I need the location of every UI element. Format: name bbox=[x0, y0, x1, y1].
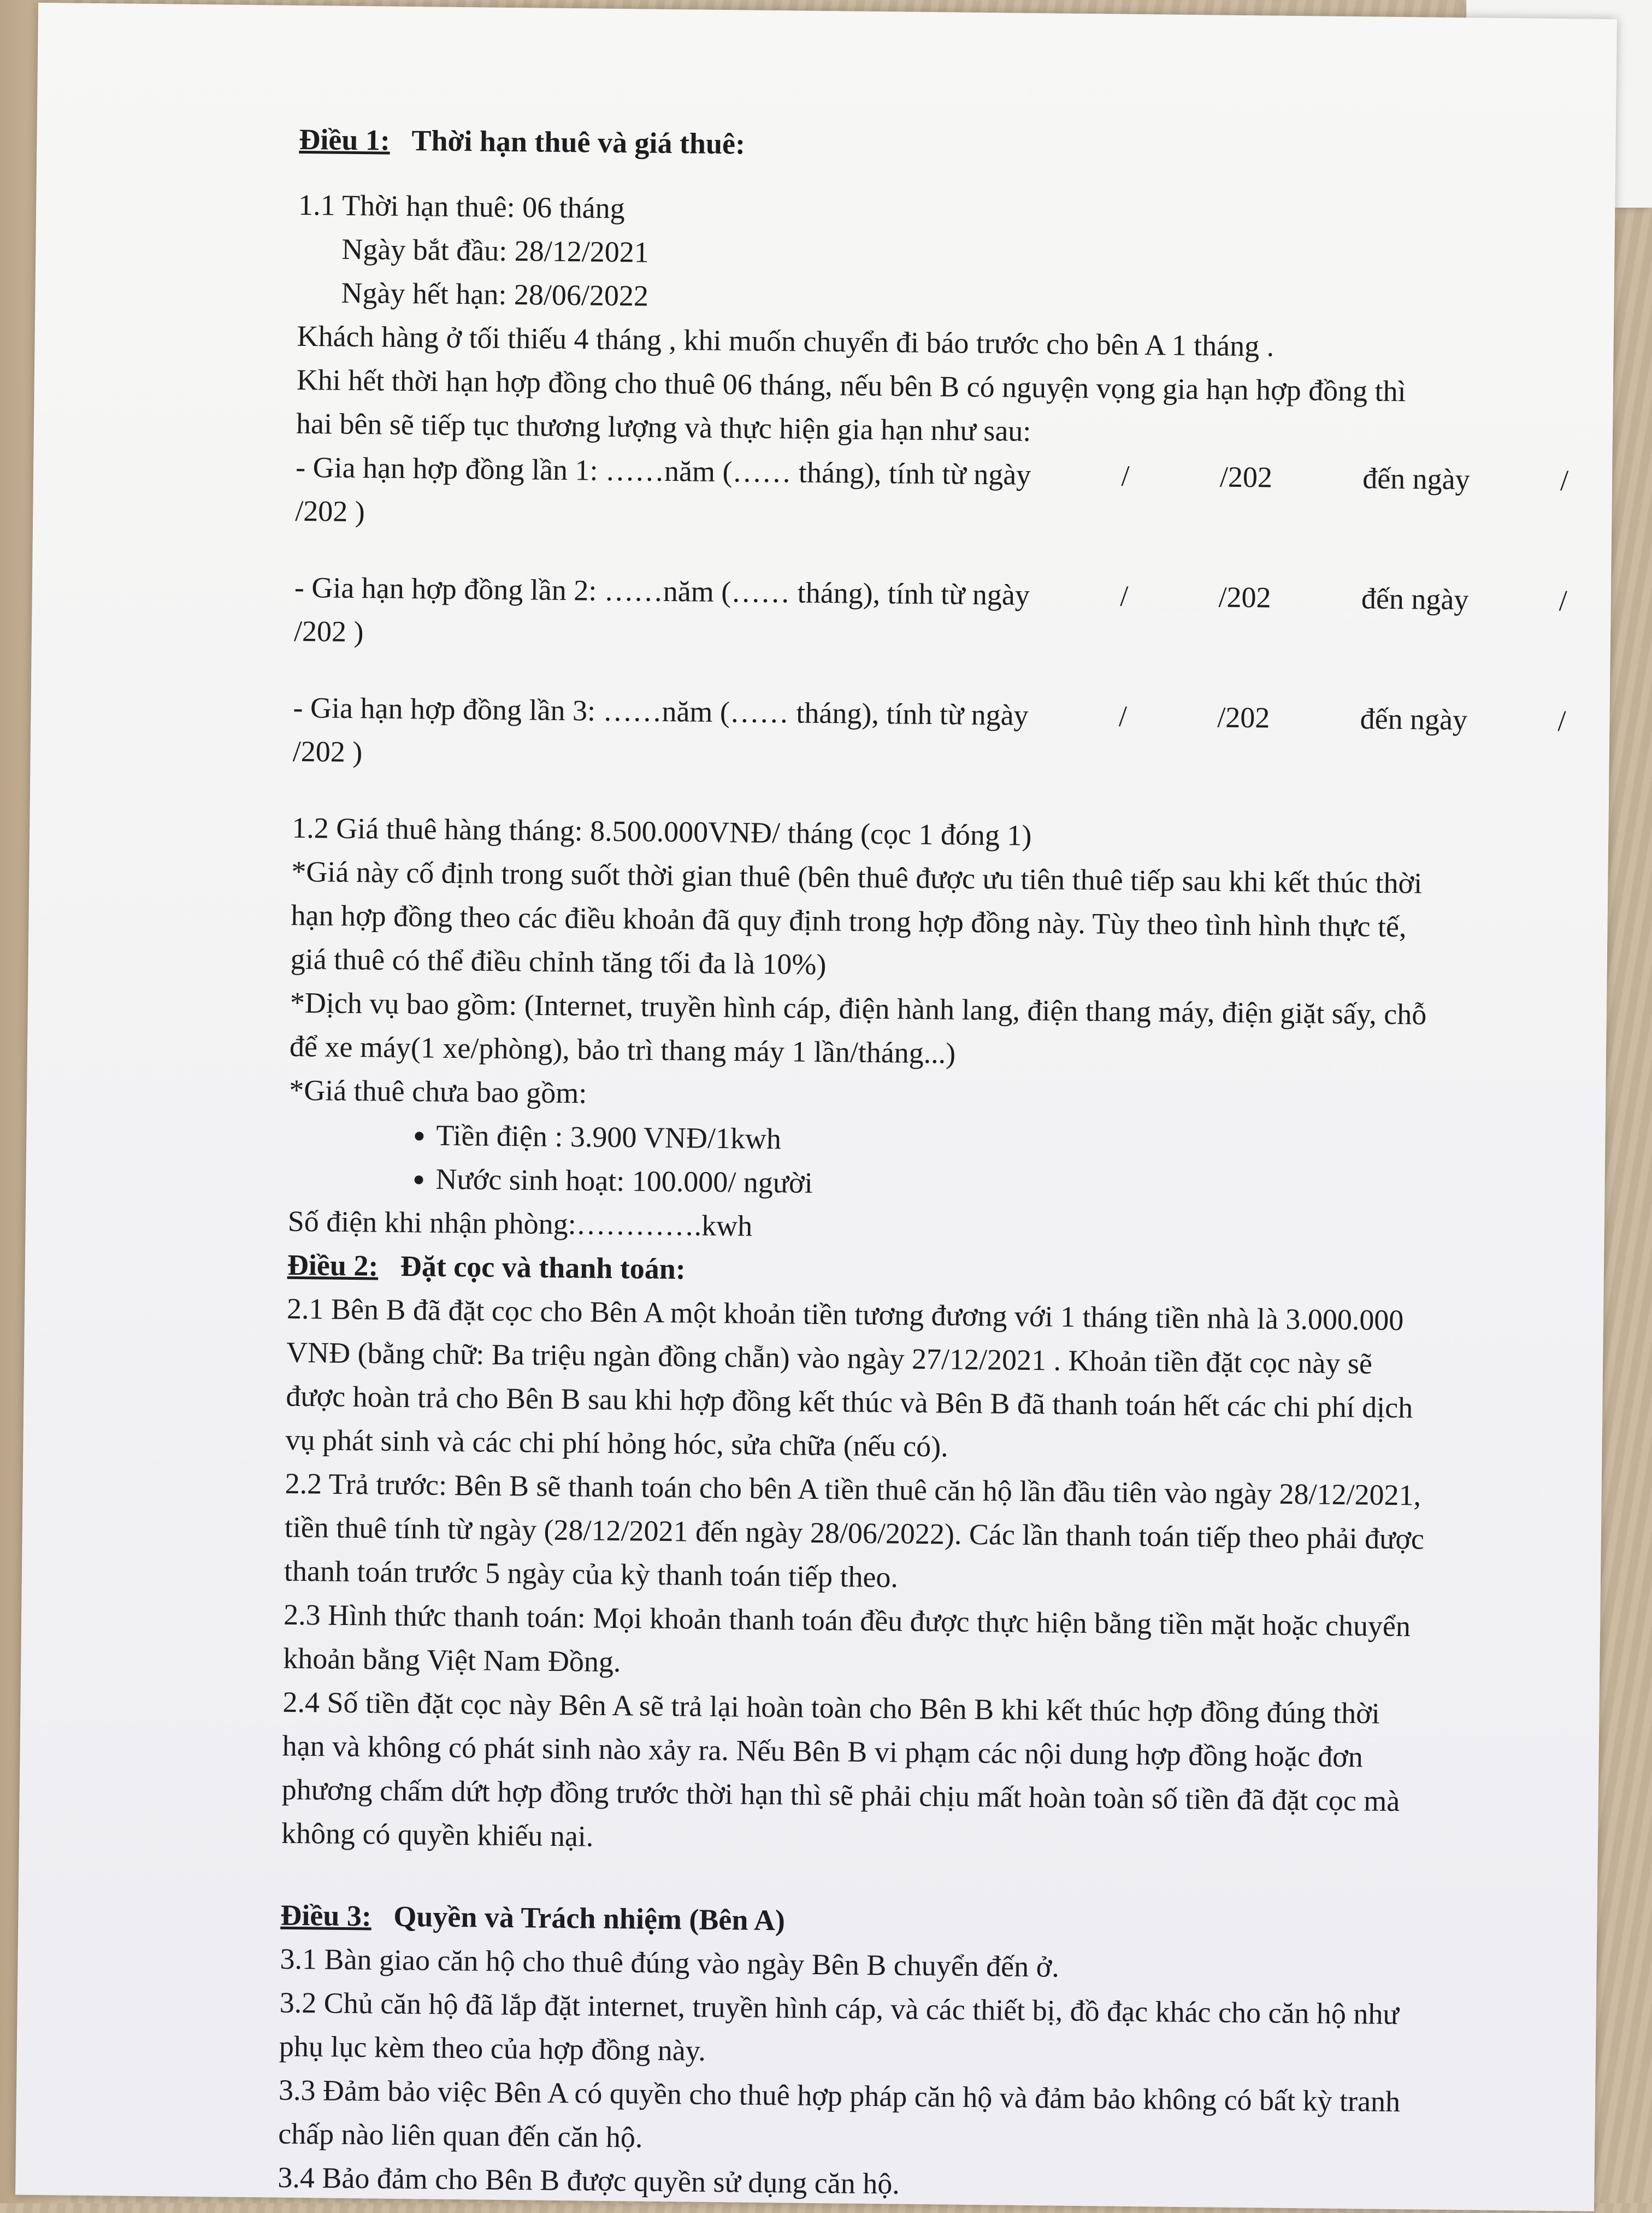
services-included-2: để xe máy(1 xe/phòng), bảo trì thang máy 1 lần/tháng...) bbox=[289, 1029, 956, 1070]
list-item: • Tiền điện : 3.900 VNĐ/1kwh bbox=[436, 1114, 1562, 1169]
contract-text bbox=[278, 117, 1572, 2212]
services-included-1: *Dịch vụ bao gồm: (Internet, truyền hình cáp, điện hành lang, điện thang máy, điện giặt sấy, chỗ bbox=[290, 986, 1427, 1031]
meter-reading: Số điện khi nhận phòng:………….kwh bbox=[287, 1204, 753, 1243]
article-2-body: 2.1 Bên B đã đặt cọc cho Bên A một khoản tiền tương đương với 1 tháng tiền nhà là 3.000.000 VNĐ (bằng chữ: Ba triệu ngàn đồng chẵn) vào ngày 27/12/2021 . Khoản tiền đặt cọc này sẽ được hoàn trả cho Bên B sau khi hợp đồng kết thúc và Bên B đã thanh toán hết các chi phí dịch vụ phát sinh và các chi phí hỏng hóc, sửa chữa (nếu có). 2.2 Trả trước: Bên B sẽ thanh toán cho bên A tiền thuê căn hộ lần đầu tiên vào ngày 28/12/2021, tiền thuê tính từ ngày (28/12/2021 đến ngày 28/06/2022). Các lần thanh toán tiếp theo phải được thanh toán trước 5 ngày của kỳ thanh toán tiếp theo. 2.3 Hình thức thanh toán: Mọi khoản thanh toán đều được thực hiện bằng tiền mặt hoặc chuyển khoản bằng Việt Nam Đồng. 2.4 Số tiền đặt cọc này Bên A sẽ trả lại hoàn toàn cho Bên B khi kết thúc hợp đồng đúng thời hạn và không có phát sinh nào xảy ra. Nếu Bên B vi phạm các nội dung hợp đồng hoặc đơn phương chấm dứt hợp đồng trước thời hạn thì sẽ phải chịu mất hoàn toàn số tiền đã đặt cọc mà không có quyền khiếu nại. bbox=[281, 1292, 1425, 1853]
contract-page bbox=[15, 3, 1617, 2211]
start-date: Ngày bắt đầu: 28/12/2021 bbox=[341, 232, 650, 269]
article-2-number: Điều 2: bbox=[287, 1248, 379, 1282]
fixed-price-note-3: giá thuê có thể điều chỉnh tăng tối đa là 10%) bbox=[290, 942, 827, 981]
article-1-number: Điều 1: bbox=[299, 122, 391, 157]
extension-1: - Gia hạn hợp đồng lần 1: ……năm (…… tháng), tính từ ngày / /202 đến ngày / /202 ) bbox=[295, 450, 1569, 528]
fixed-price-note-1: *Giá này cố định trong suốt thời gian thuê (bên thuê được ưu tiên thuê tiếp sau khi kết thúc thời bbox=[291, 855, 1423, 900]
list-item: • Nước sinh hoạt: 100.000/ người bbox=[435, 1157, 1561, 1213]
article-1-heading bbox=[299, 117, 1572, 174]
article-3-number: Điều 3: bbox=[280, 1898, 372, 1933]
article-1-title: Thời hạn thuê và giá thuê: bbox=[411, 124, 746, 161]
min-stay-note: Khách hàng ở tối thiếu 4 tháng , khi muốn chuyển đi báo trước cho bên A 1 tháng . bbox=[297, 319, 1275, 363]
article-3-title: Quyền và Trách nhiệm (Bên A) bbox=[393, 1899, 786, 1937]
exclusions-list bbox=[288, 1112, 1562, 1213]
fixed-price-note-2: hạn hợp đồng theo các điều khoản đã quy định trong hợp đồng này. Tùy theo tình hình thực tế, bbox=[291, 898, 1407, 944]
extension-intro-1: Khi hết thời hạn hợp đồng cho thuê 06 tháng, nếu bên B có nguyện vọng gia hạn hợp đồng thì bbox=[296, 363, 1406, 408]
price-exclusions-label: *Giá thuê chưa bao gồm: bbox=[288, 1073, 587, 1110]
term-duration: 1.1 Thời hạn thuê: 06 tháng bbox=[298, 188, 625, 225]
article-2-title: Đặt cọc và thanh toán: bbox=[400, 1249, 686, 1286]
extension-intro-2: hai bên sẽ tiếp tục thương lượng và thực hiện gia hạn như sau: bbox=[296, 407, 1031, 448]
article-3-body: 3.1 Bàn giao căn hộ cho thuê đúng vào ngày Bên B chuyển đến ở. 3.2 Chủ căn hộ đã lắp đặt internet, truyền hình cáp, và các thiết bị, đồ đạc khác cho căn hộ như phụ lục kèm theo của hợp đồng này. 3.3 Đảm bảo việc Bên A có quyền cho thuê hợp pháp căn hộ và đảm bảo không có bất kỳ tranh chấp nào liên quan đến căn hộ. 3.4 Bảo đảm cho Bên B được quyền sử dụng căn hộ. bbox=[278, 1942, 1401, 2200]
extension-2: - Gia hạn hợp đồng lần 2: ……năm (…… tháng), tính từ ngày / /202 đến ngày / /202 ) bbox=[293, 570, 1568, 649]
monthly-rent: 1.2 Giá thuê hàng tháng: 8.500.000VNĐ/ tháng (cọc 1 đóng 1) bbox=[291, 811, 1032, 852]
extension-3: - Gia hạn hợp đồng lần 3: ……năm (…… tháng), tính từ ngày / /202 đến ngày / /202 ) bbox=[292, 691, 1566, 769]
end-date: Ngày hết hạn: 28/06/2022 bbox=[341, 276, 649, 313]
